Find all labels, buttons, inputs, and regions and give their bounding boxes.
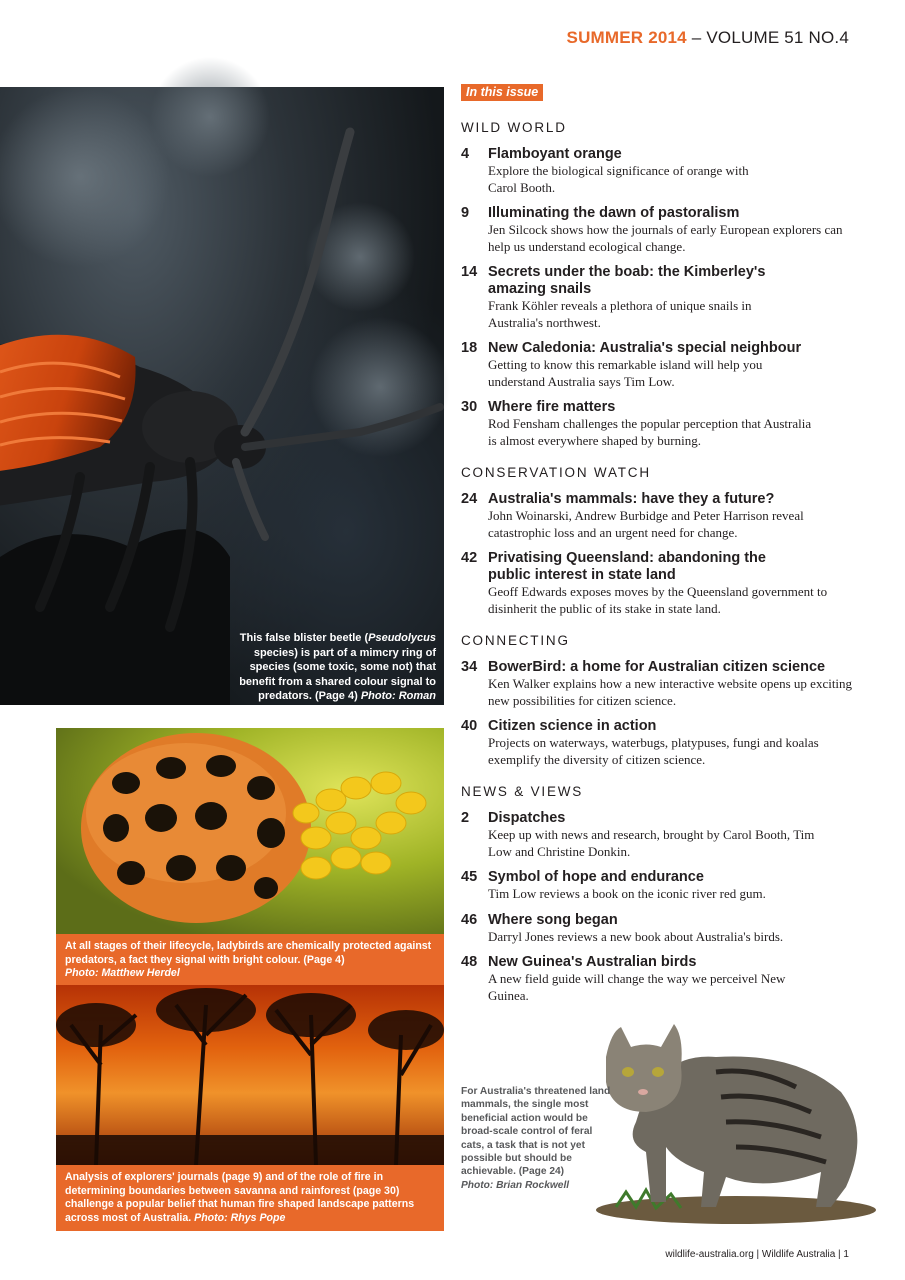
toc-title: BowerBird: a home for Australian citizen science [488,659,826,675]
beetle-caption-species: Pseudolycus [368,632,436,644]
toc-page: 42 [461,550,478,566]
toc-desc: John Woinarski, Andrew Burbidge and Peter Harrison reveal catastrophic loss and an urgent need for change. [488,508,804,540]
toc-page: 30 [461,399,478,415]
toc-title: Flamboyant orange [488,146,622,162]
toc-page: 48 [461,954,478,970]
toc-desc: Getting to know this remarkable island will help you understand Australia says Tim Low. [488,357,763,389]
beetle-photo [0,87,444,717]
toc-page: 40 [461,718,478,734]
toc-page: 45 [461,869,478,885]
toc-title: Symbol of hope and endurance [488,869,704,885]
cat-caption-text: For Australia's threatened land mammals, the single most beneficial action would be broad-scale control of feral cats, a task that is not yet possible but should be achievable. (Page 24) [461,1086,611,1178]
section-heading-connecting: CONNECTING [461,633,570,648]
toc-desc: Frank Köhler reveals a plethora of unique snails in Australia's northwest. [488,298,752,330]
ladybird-caption [56,934,444,985]
toc-desc: Keep up with news and research, brought by Carol Booth, Tim Low and Christine Donkin. [488,827,815,859]
fire-illustration [56,985,444,1165]
section-heading-news-views: NEWS & VIEWS [461,784,584,799]
toc-title: Secrets under the boab: the Kimberley's amazing snails [488,264,766,297]
toc-title: Where song began [488,911,618,928]
table-of-contents [461,120,861,1013]
toc-page: 2 [461,810,470,826]
toc-title: Illuminating the dawn of pastoralism [488,205,740,221]
toc-desc: Projects on waterways, waterbugs, platypuses, fungi and koalas exemplify the diversity of citizen science. [488,735,819,767]
toc-title: Australia's mammals: have they a future? [488,491,775,507]
toc-title: Where fire matters [488,399,616,415]
beetle-caption-text: This false blister beetle ( [239,632,369,644]
toc-entry[interactable] [461,491,861,541]
toc-desc: A new field guide will change the way we perceivel New Guinea. [488,971,786,1003]
toc-desc: Jen Silcock shows how the journals of early European explorers can help us understand ecological change. [488,222,843,254]
toc-page: 9 [461,205,470,221]
ladybird-illustration [56,728,444,934]
toc-page: 24 [461,491,478,507]
beetle-caption-credit: Photo: Roman Sandoz [360,690,436,717]
cat-caption [461,1085,611,1192]
ladybird-caption-text: At all stages of their lifecycle, ladybirds are chemically protected against predators, a fact they signal with bright colour. (Page 4) [65,940,432,966]
beetle-caption [236,631,436,718]
beetle-caption-text-2: species) is part of a mimcry ring of species (some toxic, some not) that benefit from a shared colour signal to predators. (Page 4) [239,646,436,702]
toc-entry[interactable] [461,340,861,390]
toc-page: 14 [461,264,478,280]
fire-caption-credit: Photo: Rhys Pope [194,1211,286,1224]
ladybird-photo [56,728,444,934]
issue-header [567,28,849,48]
toc-desc: Darryl Jones reviews a new book about Australia's birds. [488,928,784,944]
toc-title: Privatising Queensland: abandoning the public interest in state land [488,550,766,583]
toc-desc: Ken Walker explains how a new interactive website opens up exciting new possibilities for citizen science. [488,676,853,708]
issue-season: SUMMER 2014 [566,28,687,47]
toc-desc: Explore the biological significance of orange with Carol Booth. [488,163,749,195]
toc-page: 18 [461,340,478,356]
cat-photo [596,1012,876,1227]
toc-title: New Caledonia: Australia's special neighbour [488,340,802,356]
in-this-issue-tag: In this issue [461,84,543,101]
toc-entry[interactable] [461,399,861,449]
toc-entry[interactable] [461,810,861,860]
fire-caption [56,1165,444,1231]
issue-volume: VOLUME 51 NO.4 [706,28,849,47]
toc-title: Citizen science in action [488,718,657,734]
toc-title: Dispatches [488,810,566,826]
toc-desc: Rod Fensham challenges the popular perception that Australia is almost everywhere shaped by burning. [488,416,812,448]
toc-entry[interactable] [461,146,861,196]
toc-title: New Guinea's Australian birds [488,954,697,970]
cat-illustration [596,1012,876,1227]
toc-desc: Geoff Edwards exposes moves by the Queensland government to disinherit the public of its stake in state land. [488,584,828,616]
fire-photo [56,985,444,1165]
toc-entry[interactable] [461,954,861,1004]
toc-desc: Tim Low reviews a book on the iconic river red gum. [488,886,766,901]
page-footer: wildlife-australia.org | Wildlife Australia | 1 [665,1249,849,1260]
section-heading-wild-world: WILD WORLD [461,120,567,135]
beetle-illustration [0,87,444,705]
ladybird-caption-credit: Photo: Matthew Herdel [65,967,180,979]
toc-entry[interactable] [461,264,861,331]
toc-page: 46 [461,911,478,928]
toc-entry[interactable] [461,912,861,946]
toc-entry[interactable] [461,205,861,255]
header-separator: – [691,28,702,47]
toc-page: 34 [461,659,478,675]
toc-entry[interactable] [461,550,861,617]
toc-entry[interactable] [461,718,861,768]
fire-caption-text: Analysis of explorers' journals (page 9) and of the role of fire in determining boundaries between savanna and rainforest (page 30) challenge a popular belief that human fire shaped landscape patterns across most of Australia. [65,1171,415,1224]
section-heading-conservation-watch: CONSERVATION WATCH [461,465,651,480]
cat-caption-credit: Photo: Brian Rockwell [461,1179,570,1191]
toc-entry[interactable] [461,869,861,903]
toc-entry[interactable] [461,659,861,709]
toc-page: 4 [461,146,470,162]
